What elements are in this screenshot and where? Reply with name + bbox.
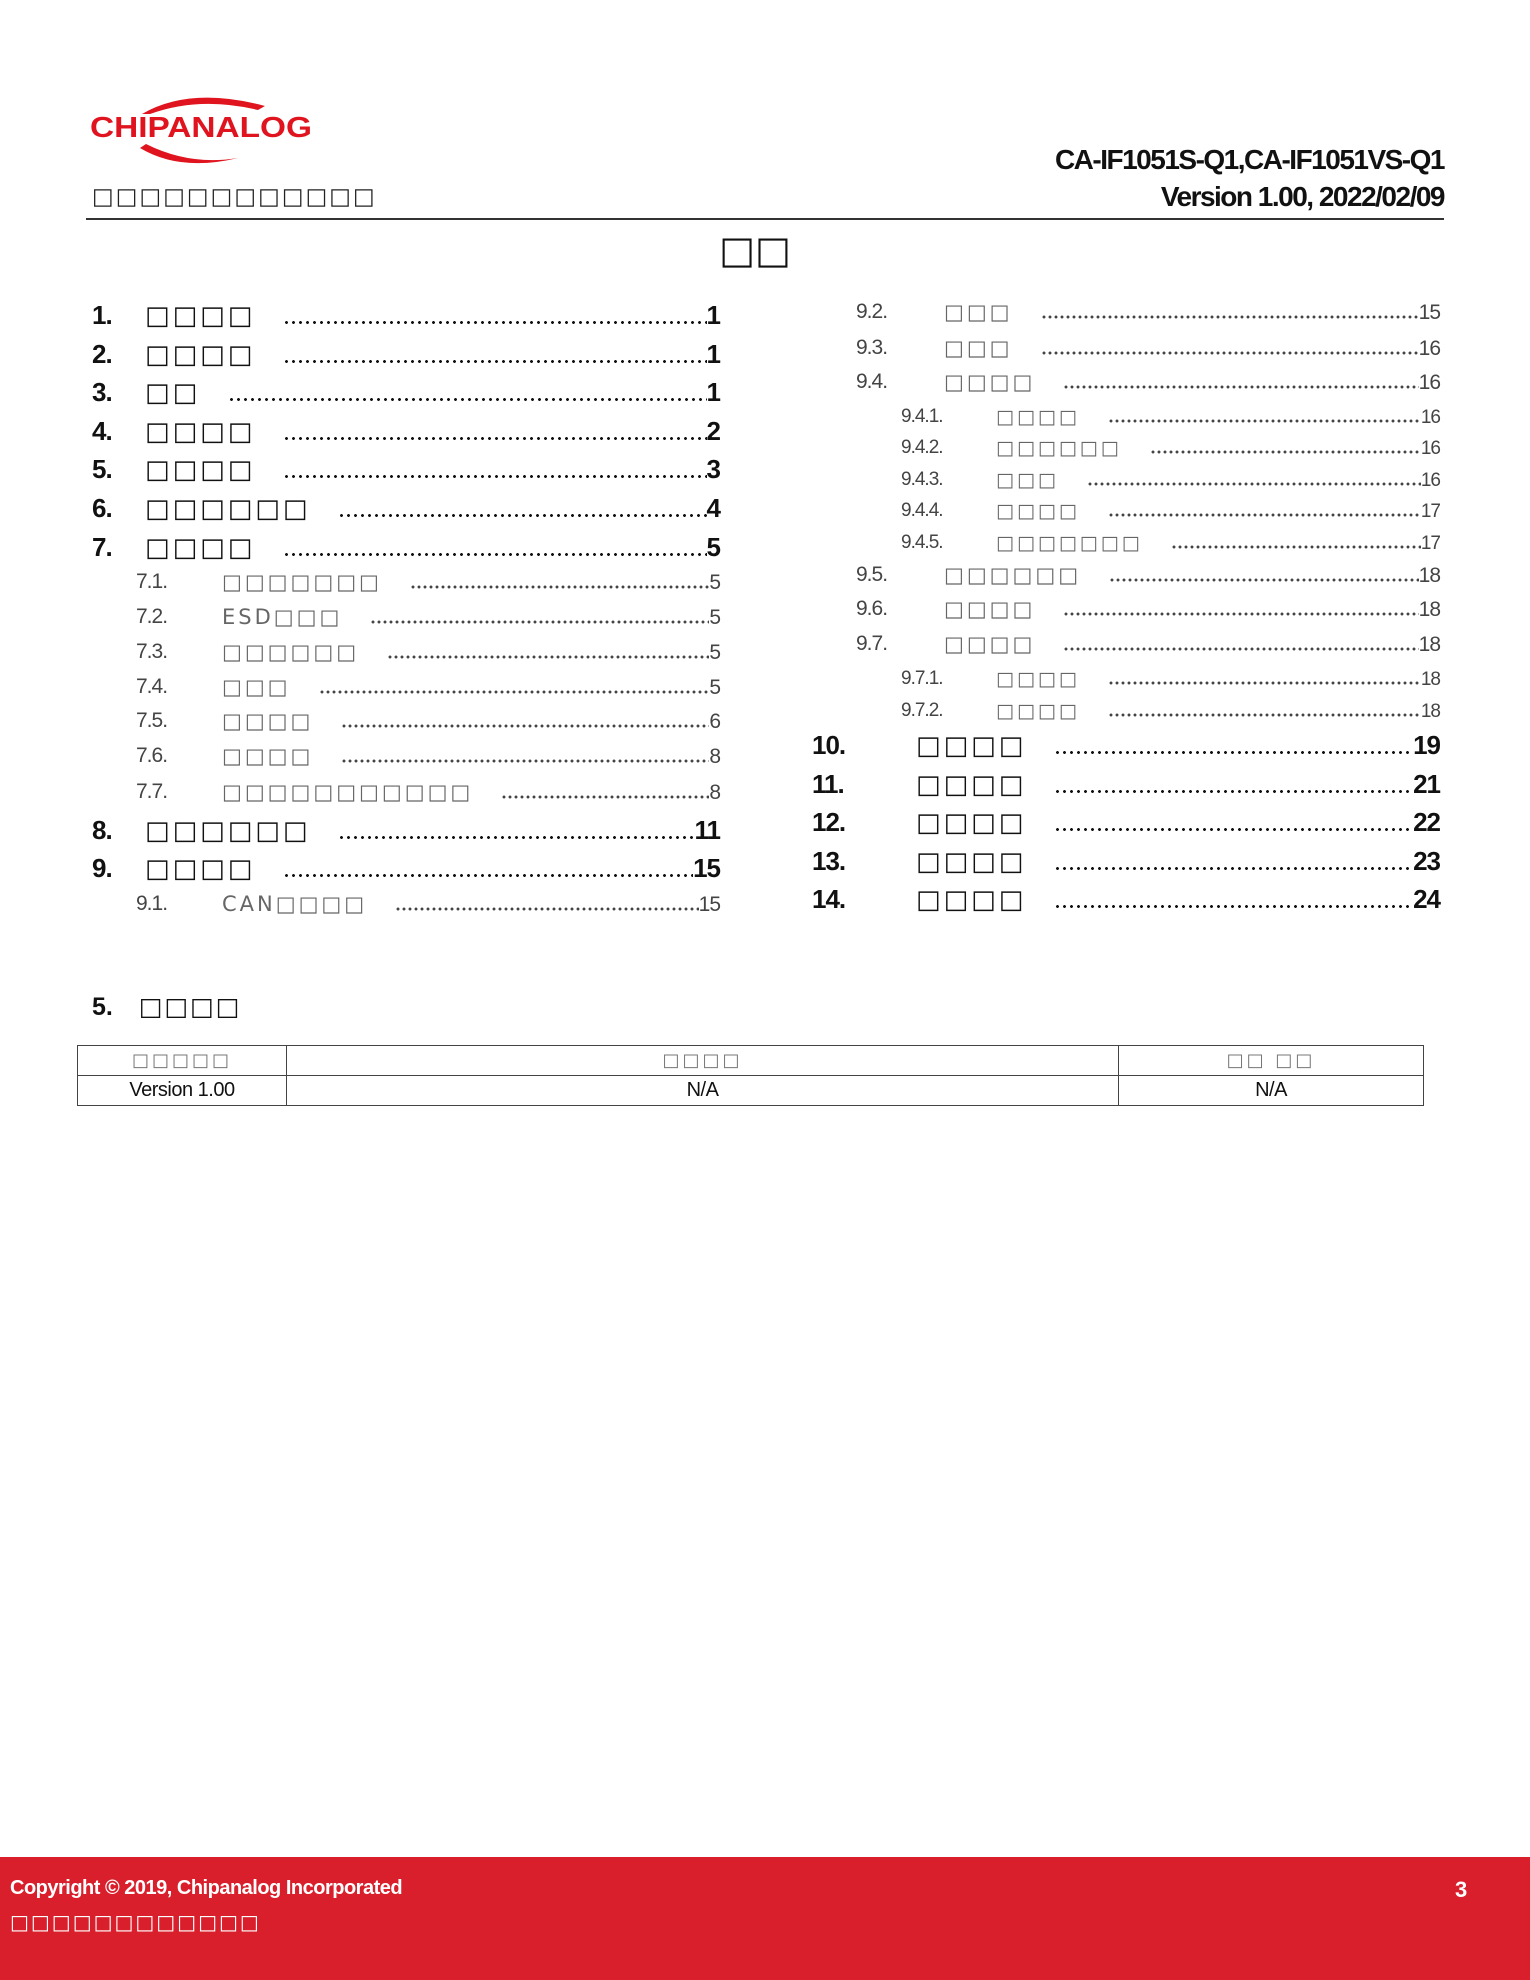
toc-page-number: 1 bbox=[706, 300, 720, 330]
toc-entry[interactable] bbox=[856, 563, 1440, 588]
toc-leader-dots bbox=[410, 585, 709, 589]
toc-label: □□□□ bbox=[916, 770, 1027, 800]
toc-entry[interactable] bbox=[92, 377, 720, 408]
toc-label: CAN□□□□ bbox=[222, 892, 368, 916]
toc-entry[interactable] bbox=[812, 807, 1440, 838]
toc-entry[interactable] bbox=[136, 744, 720, 769]
toc-entry[interactable] bbox=[92, 339, 720, 370]
toc-number: 7.1. bbox=[136, 570, 168, 593]
toc-label: □□□□ bbox=[996, 668, 1080, 690]
toc-entry[interactable] bbox=[901, 532, 1440, 555]
toc-page-number: 18 bbox=[1420, 669, 1440, 690]
toc-page-number: 18 bbox=[1418, 598, 1440, 621]
toc-number: 9.7.1. bbox=[901, 668, 943, 689]
toc-page-number: 22 bbox=[1413, 807, 1440, 837]
toc-label: □□□□ bbox=[916, 731, 1027, 761]
toc-number: 10. bbox=[812, 730, 846, 760]
page-number: 3 bbox=[1455, 1877, 1468, 1902]
toc-entry[interactable] bbox=[901, 700, 1440, 723]
toc-leader-dots bbox=[283, 359, 706, 364]
toc-entry[interactable] bbox=[136, 640, 720, 665]
toc-entry[interactable] bbox=[812, 769, 1440, 800]
toc-label: □□□□ bbox=[145, 417, 256, 447]
toc-number: 7. bbox=[92, 532, 112, 562]
header-cell: □□□□ bbox=[287, 1046, 1119, 1076]
description-cell: N/A bbox=[287, 1076, 1119, 1106]
toc-page-number: 17 bbox=[1420, 501, 1440, 522]
toc-entry[interactable] bbox=[856, 370, 1440, 395]
toc-label: □□□□ bbox=[145, 854, 256, 884]
toc-page-number: 5 bbox=[709, 571, 720, 594]
toc-leader-dots bbox=[370, 620, 709, 624]
table-row bbox=[78, 1076, 1424, 1106]
toc-number: 3. bbox=[92, 377, 112, 407]
toc-label: □□□□ bbox=[996, 500, 1080, 522]
toc-page-number: 8 bbox=[709, 745, 720, 768]
toc-page-number: 16 bbox=[1418, 337, 1440, 360]
toc-number: 8. bbox=[92, 815, 112, 845]
toc-label: □□□□ bbox=[916, 808, 1027, 838]
toc-entry[interactable] bbox=[92, 454, 720, 485]
toc-label: □□□□ bbox=[944, 632, 1036, 656]
toc-label: □□□□□□ bbox=[145, 494, 311, 524]
toc-leader-dots bbox=[1054, 789, 1413, 794]
toc-label: □□ bbox=[145, 378, 201, 408]
toc-number: 7.2. bbox=[136, 605, 168, 628]
company-name-footer: □□□□□□□□□□□□ bbox=[10, 1910, 261, 1934]
toc-leader-dots bbox=[501, 795, 709, 799]
toc-page-number: 5 bbox=[709, 606, 720, 629]
toc-leader-dots bbox=[283, 320, 706, 325]
toc-entry[interactable] bbox=[856, 300, 1440, 325]
table-header-row bbox=[78, 1046, 1424, 1076]
toc-entry[interactable] bbox=[136, 780, 720, 805]
toc-number: 9.7. bbox=[856, 632, 888, 655]
toc-leader-dots bbox=[395, 907, 699, 911]
toc-number: 14. bbox=[812, 884, 846, 914]
toc-page-number: 15 bbox=[698, 893, 720, 916]
toc-entry[interactable] bbox=[92, 815, 720, 846]
toc-label: □□□□□□ bbox=[145, 816, 311, 846]
toc-page-number: 24 bbox=[1413, 884, 1440, 914]
toc-number: 12. bbox=[812, 807, 846, 837]
toc-number: 7.4. bbox=[136, 675, 168, 698]
toc-label: □□□ bbox=[996, 469, 1059, 491]
toc-page-number: 23 bbox=[1413, 846, 1440, 876]
toc-leader-dots bbox=[341, 724, 709, 728]
toc-leader-dots bbox=[1108, 713, 1421, 717]
toc-page-number: 1 bbox=[706, 377, 720, 407]
toc-leader-dots bbox=[1063, 612, 1418, 616]
toc-page-number: 5 bbox=[709, 641, 720, 664]
toc-entry[interactable] bbox=[901, 406, 1440, 429]
toc-entry[interactable] bbox=[812, 846, 1440, 877]
toc-leader-dots bbox=[283, 873, 693, 878]
toc-leader-dots bbox=[1171, 545, 1421, 549]
footer bbox=[0, 1857, 1530, 1980]
toc-page-number: 5 bbox=[706, 532, 720, 562]
toc-label: □□□□□□ bbox=[944, 563, 1082, 587]
date-cell: N/A bbox=[1119, 1076, 1424, 1106]
toc-page-number: 16 bbox=[1420, 470, 1440, 491]
toc-page-number: 19 bbox=[1413, 730, 1440, 760]
toc-leader-dots bbox=[1109, 578, 1419, 582]
toc-entry[interactable] bbox=[812, 884, 1440, 915]
toc-entry[interactable] bbox=[92, 853, 720, 884]
company-name: □□□□□□□□□□□□ bbox=[92, 184, 377, 210]
header-divider bbox=[86, 218, 1444, 220]
toc-entry[interactable] bbox=[92, 493, 720, 524]
toc-label: □□□ bbox=[944, 300, 1013, 324]
toc-label: □□□□□□□□□□□ bbox=[222, 780, 474, 804]
toc-label: □□□□ bbox=[996, 700, 1080, 722]
toc-number: 9.4. bbox=[856, 370, 888, 393]
chipanalog-logo bbox=[90, 92, 315, 168]
toc-label: □□□□ bbox=[996, 406, 1080, 428]
toc-number: 9.2. bbox=[856, 300, 888, 323]
toc-number: 1. bbox=[92, 300, 112, 330]
toc-page-number: 18 bbox=[1418, 633, 1440, 656]
toc-entry[interactable] bbox=[92, 300, 720, 331]
toc-page-number: 16 bbox=[1420, 438, 1440, 459]
header-cell: □□□□□ bbox=[78, 1046, 287, 1076]
toc-page-number: 5 bbox=[709, 676, 720, 699]
toc-entry[interactable] bbox=[856, 632, 1440, 657]
toc-label: □□□□ bbox=[145, 533, 256, 563]
toc-entry[interactable] bbox=[856, 597, 1440, 622]
toc-leader-dots bbox=[1108, 513, 1421, 517]
toc-leader-dots bbox=[1063, 647, 1418, 651]
toc-page-number: 15 bbox=[1418, 301, 1440, 324]
toc-leader-dots bbox=[1054, 827, 1413, 832]
toc-label: □□□□□□ bbox=[222, 640, 360, 664]
toc-label: □□□□ bbox=[222, 709, 314, 733]
toc-number: 7.3. bbox=[136, 640, 168, 663]
toc-leader-dots bbox=[1087, 482, 1421, 486]
toc-label: □□□□ bbox=[145, 455, 256, 485]
toc-entry[interactable] bbox=[856, 336, 1440, 361]
toc-page-number: 16 bbox=[1418, 371, 1440, 394]
toc-label: □□□□□□□ bbox=[222, 570, 382, 594]
toc-label: ESD□□□ bbox=[222, 605, 343, 629]
toc-number: 4. bbox=[92, 416, 112, 446]
toc-entry[interactable] bbox=[901, 668, 1440, 691]
toc-label: □□□□ bbox=[916, 885, 1027, 915]
toc-leader-dots bbox=[319, 690, 710, 694]
toc-label: □□□□ bbox=[944, 370, 1036, 394]
toc-leader-dots bbox=[1054, 866, 1413, 871]
toc-label: □□□□□□□ bbox=[996, 532, 1143, 554]
toc-page-number: 21 bbox=[1413, 769, 1440, 799]
toc-number: 9.5. bbox=[856, 563, 888, 586]
revision-history-table bbox=[77, 1045, 1424, 1106]
toc-page-number: 4 bbox=[706, 493, 720, 523]
toc-label: □□□ bbox=[222, 675, 291, 699]
toc-entry[interactable] bbox=[136, 570, 720, 595]
toc-leader-dots bbox=[1063, 385, 1418, 389]
toc-entry[interactable] bbox=[136, 675, 720, 700]
toc-leader-dots bbox=[1041, 351, 1419, 355]
toc-title: □□ bbox=[719, 228, 791, 272]
toc-entry[interactable] bbox=[136, 605, 720, 630]
toc-page-number: 2 bbox=[706, 416, 720, 446]
toc-label: □□□ bbox=[944, 336, 1013, 360]
toc-number: 9.4.2. bbox=[901, 437, 943, 458]
version-date: Version 1.00, 2022/02/09 bbox=[1160, 181, 1444, 212]
toc-leader-dots bbox=[283, 552, 706, 557]
toc-number: 9. bbox=[92, 853, 112, 883]
version-cell: Version 1.00 bbox=[78, 1076, 287, 1106]
toc-leader-dots bbox=[1054, 904, 1413, 909]
toc-entry[interactable] bbox=[92, 532, 720, 563]
toc-number: 7.7. bbox=[136, 780, 168, 803]
toc-label: □□□□ bbox=[944, 597, 1036, 621]
toc-number: 5. bbox=[92, 454, 112, 484]
header-cell: □□ □□ bbox=[1119, 1046, 1424, 1076]
toc-leader-dots bbox=[1150, 450, 1421, 454]
toc-page-number: 15 bbox=[693, 853, 720, 883]
toc-leader-dots bbox=[1108, 681, 1421, 685]
svg-text:CHIPANALOG: CHIPANALOG bbox=[90, 112, 312, 144]
toc-leader-dots bbox=[228, 397, 706, 402]
toc-number: 7.5. bbox=[136, 709, 168, 732]
toc-entry[interactable] bbox=[901, 469, 1440, 492]
toc-page-number: 6 bbox=[709, 710, 720, 733]
toc-number: 7.6. bbox=[136, 744, 168, 767]
toc-leader-dots bbox=[338, 513, 706, 518]
toc-entry[interactable] bbox=[901, 437, 1440, 460]
toc-label: □□□□ bbox=[145, 340, 256, 370]
toc-page-number: 18 bbox=[1420, 701, 1440, 722]
toc-number: 13. bbox=[812, 846, 846, 876]
toc-entry[interactable] bbox=[136, 709, 720, 734]
toc-number: 9.4.1. bbox=[901, 406, 943, 427]
section-number: 5. bbox=[92, 993, 113, 1021]
toc-page-number: 18 bbox=[1418, 564, 1440, 587]
toc-entry[interactable] bbox=[812, 730, 1440, 761]
toc-number: 9.7.2. bbox=[901, 700, 943, 721]
toc-leader-dots bbox=[1108, 419, 1421, 423]
toc-label: □□□□□□ bbox=[996, 437, 1122, 459]
toc-leader-dots bbox=[1041, 315, 1419, 319]
toc-label: □□□□ bbox=[145, 301, 256, 331]
toc-leader-dots bbox=[338, 835, 694, 840]
toc-number: 9.4.4. bbox=[901, 500, 943, 521]
toc-page-number: 16 bbox=[1420, 407, 1440, 428]
toc-page-number: 11 bbox=[694, 815, 720, 845]
toc-page-number: 17 bbox=[1420, 533, 1440, 554]
toc-number: 9.4.3. bbox=[901, 469, 943, 490]
toc-leader-dots bbox=[1054, 750, 1413, 755]
toc-leader-dots bbox=[283, 474, 706, 479]
toc-entry[interactable] bbox=[136, 892, 720, 917]
toc-number: 11. bbox=[812, 769, 844, 799]
toc-label: □□□□ bbox=[222, 744, 314, 768]
toc-number: 2. bbox=[92, 339, 112, 369]
toc-label: □□□□ bbox=[916, 847, 1027, 877]
toc-page-number: 3 bbox=[706, 454, 720, 484]
toc-leader-dots bbox=[341, 759, 709, 763]
toc-page-number: 1 bbox=[706, 339, 720, 369]
section-title: □□□□ bbox=[138, 992, 242, 1021]
part-numbers: CA-IF1051S-Q1,CA-IF1051VS-Q1 bbox=[1054, 144, 1444, 175]
toc-number: 9.1. bbox=[136, 892, 168, 915]
toc-entry[interactable] bbox=[901, 500, 1440, 523]
copyright: Copyright © 2019, Chipanalog Incorporated bbox=[10, 1877, 403, 1899]
toc-page-number: 8 bbox=[709, 781, 720, 804]
toc-number: 6. bbox=[92, 493, 112, 523]
toc-number: 9.4.5. bbox=[901, 532, 943, 553]
toc-number: 9.6. bbox=[856, 597, 888, 620]
toc-leader-dots bbox=[387, 655, 709, 659]
toc-entry[interactable] bbox=[92, 416, 720, 447]
section-heading bbox=[92, 992, 241, 1022]
toc-leader-dots bbox=[283, 436, 706, 441]
toc-number: 9.3. bbox=[856, 336, 888, 359]
